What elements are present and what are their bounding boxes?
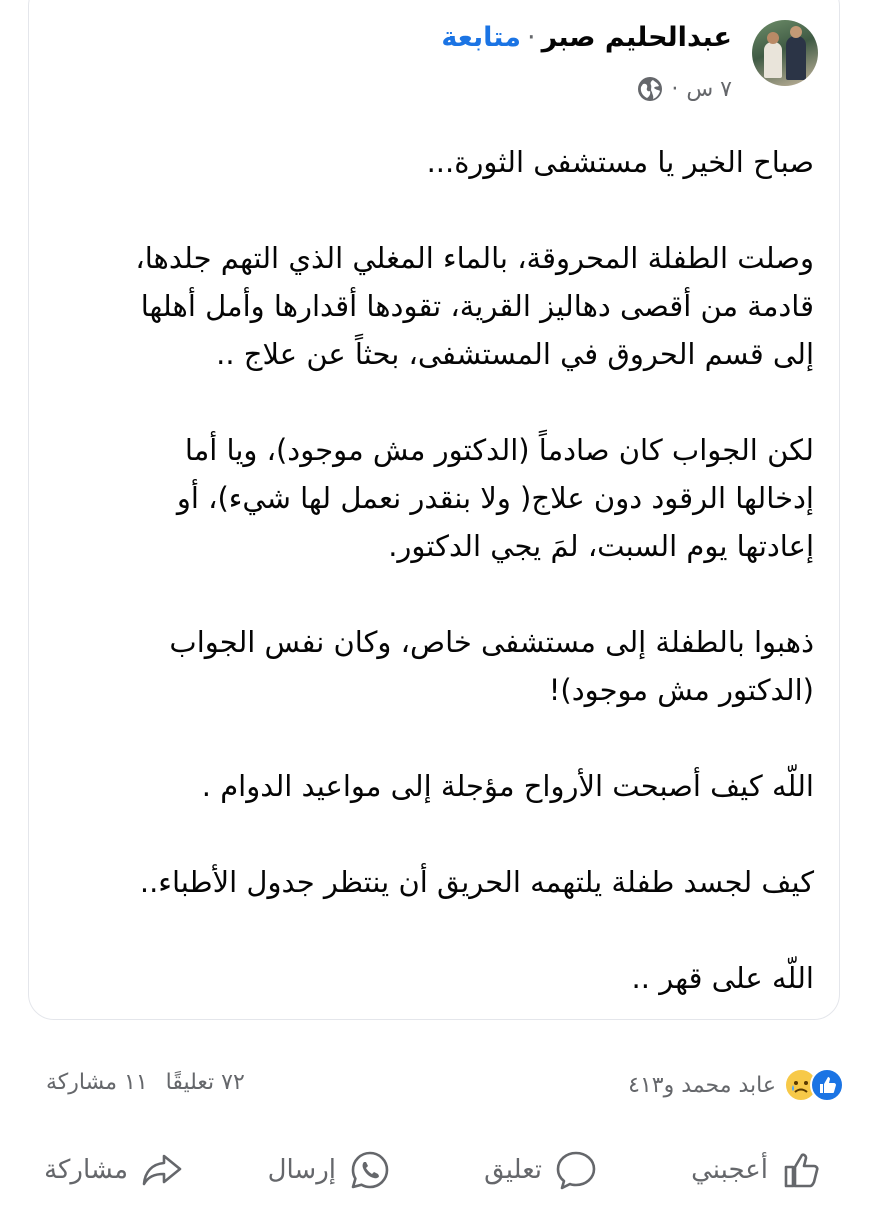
- post-paragraph-3: لكن الجواب كان صادماً (الدكتور مش موجود)، ويا أما إدخالها الرقود دون علاج( ولا بنقدر نعمل لها شيء)، أو إعادتها يوم السبت، لمَ يجي الدكتور.: [176, 433, 814, 563]
- post-paragraph-7: اللّه على قهر ..: [631, 961, 814, 995]
- post-paragraph-4: ذهبوا بالطفلة إلى مستشفى خاص، وكان نفس الجواب (الدكتور مش موجود)!: [169, 625, 814, 707]
- post-paragraph-1: صباح الخير يا مستشفى الثورة...: [426, 145, 814, 179]
- post-time[interactable]: ٧ س: [686, 76, 732, 102]
- comment-button[interactable]: [484, 1148, 598, 1192]
- post-paragraph-6: كيف لجسد طفلة يلتهمه الحريق أن ينتظر جدول الأطباء..: [139, 865, 814, 899]
- post-stats: [0, 1064, 870, 1108]
- reactions-summary[interactable]: [628, 1068, 844, 1102]
- author-name[interactable]: عبدالحليم صبر: [541, 22, 732, 53]
- share-label: مشاركة: [44, 1155, 128, 1185]
- post-header: [0, 0, 870, 120]
- post-meta: [637, 76, 732, 102]
- engagement-counts: [28, 1070, 245, 1095]
- share-button[interactable]: [44, 1148, 184, 1192]
- post-body: [34, 138, 814, 1050]
- comments-count[interactable]: ٧٢ تعليقًا: [165, 1070, 245, 1095]
- post-actions: [0, 1140, 870, 1207]
- like-label: أعجبني: [691, 1155, 768, 1185]
- post-paragraph-2: وصلت الطفلة المحروقة، بالماء المغلي الذي التهم جلدها، قادمة من أقصى دهاليز القرية، تقودها أقدارها وأمل أهلها إلى قسم الحروق في المستشفى، بحثاً عن علاج ..: [135, 241, 814, 371]
- like-button[interactable]: [691, 1148, 824, 1192]
- thumbs-up-icon: [780, 1148, 824, 1192]
- author-line: [441, 22, 732, 53]
- send-button[interactable]: [268, 1148, 392, 1192]
- share-arrow-icon: [140, 1148, 184, 1192]
- meta-separator: ·: [671, 76, 679, 102]
- reactions-label: عابد محمد و٤١٣: [628, 1072, 776, 1098]
- send-label: إرسال: [267, 1155, 336, 1185]
- comment-bubble-icon: [554, 1148, 598, 1192]
- comment-label: تعليق: [484, 1155, 542, 1185]
- shares-count[interactable]: ١١ مشاركة: [46, 1070, 148, 1095]
- author-avatar[interactable]: [752, 20, 818, 86]
- like-reaction-icon: [810, 1068, 844, 1102]
- post-paragraph-5: اللّه كيف أصبحت الأرواح مؤجلة إلى مواعيد الدوام .: [201, 769, 814, 803]
- whatsapp-icon: [348, 1148, 392, 1192]
- globe-icon: [637, 76, 663, 102]
- follow-button[interactable]: متابعة: [441, 22, 521, 53]
- name-separator: ·: [526, 22, 536, 53]
